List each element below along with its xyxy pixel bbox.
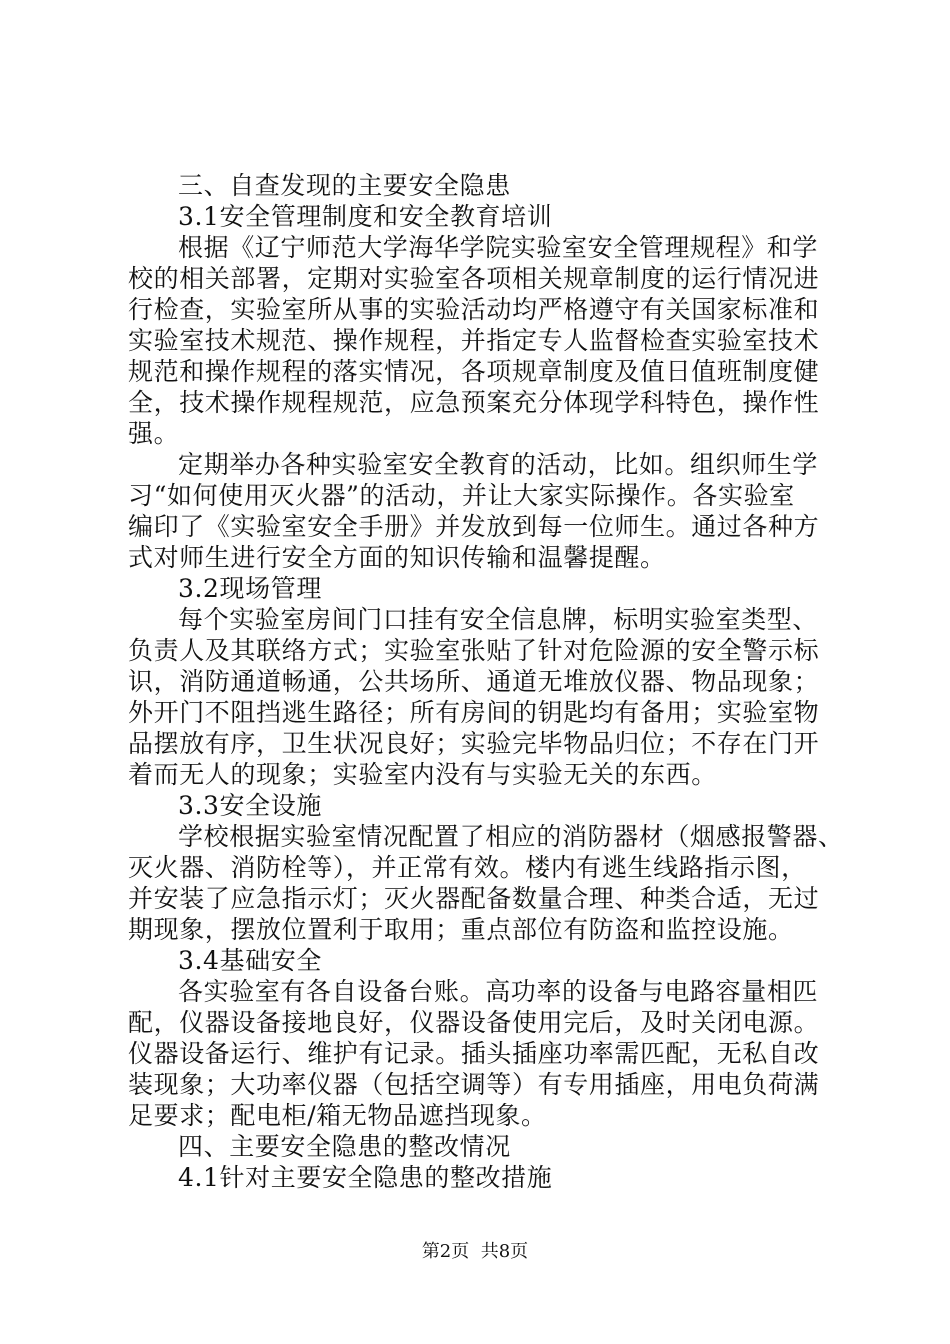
paragraph-line: 行检查，实验室所从事的实验活动均严格遵守有关国家标准和	[128, 295, 820, 324]
paragraph-line: 灭火器、消防栓等），并正常有效。楼内有逃生线路指示图，	[128, 853, 807, 882]
body-paragraph	[128, 976, 838, 1131]
page-footer: 第2页 共8页	[421, 1241, 529, 1262]
body-paragraph	[128, 604, 838, 790]
body-paragraph	[128, 449, 838, 573]
section-heading: 3.4基础安全	[178, 946, 322, 975]
paragraph-line: 品摆放有序，卫生状况良好；实验完毕物品归位；不存在门开	[128, 729, 820, 758]
section-heading: 3.3安全设施	[178, 791, 322, 820]
body-paragraph	[128, 821, 844, 945]
paragraph-line: 着而无人的现象；实验室内没有与实验无关的东西。	[128, 760, 717, 789]
paragraph-line: 外开门不阻挡逃生路径；所有房间的钥匙均有备用；实验室物	[128, 698, 820, 727]
paragraph-line: 装现象；大功率仪器（包括空调等）有专用插座，用电负荷满	[128, 1070, 820, 1099]
body-paragraph	[128, 232, 838, 449]
section-heading: 3.1安全管理制度和安全教育培训	[178, 202, 553, 231]
paragraph-line: 根据《辽宁师范大学海华学院实验室安全管理规程》和学	[178, 233, 819, 262]
paragraph-line: 式对师生进行安全方面的知识传输和温馨提醒。	[128, 543, 666, 572]
section-heading: 四、主要安全隐患的整改情况	[178, 1132, 511, 1161]
paragraph-line: 每个实验室房间门口挂有安全信息牌，标明实验室类型、	[178, 605, 819, 634]
paragraph-line: 校的相关部署，定期对实验室各项相关规章制度的运行情况进	[128, 264, 820, 293]
paragraph-line: 实验室技术规范、操作规程，并指定专人监督检查实验室技术	[128, 326, 820, 355]
section-heading: 4.1针对主要安全隐患的整改措施	[178, 1163, 553, 1192]
section-heading: 3.2现场管理	[178, 574, 322, 603]
paragraph-line: 强。	[128, 419, 180, 448]
section-heading: 三、自查发现的主要安全隐患	[178, 171, 511, 200]
paragraph-line: 并安装了应急指示灯；灭火器配备数量合理、种类合适，无过	[128, 884, 820, 913]
paragraph-line: 配，仪器设备接地良好，仪器设备使用完后，及时关闭电源。	[128, 1008, 820, 1037]
paragraph-line: 足要求；配电柜/箱无物品遮挡现象。	[128, 1101, 547, 1130]
paragraph-line: 期现象，摆放位置利于取用；重点部位有防盗和监控设施。	[128, 915, 794, 944]
paragraph-line: 各实验室有各自设备台账。高功率的设备与电路容量相匹	[178, 977, 819, 1006]
paragraph-line: 规范和操作规程的落实情况，各项规章制度及值日值班制度健	[128, 357, 820, 386]
paragraph-line: 编印了《实验室安全手册》并发放到每一位师生。通过各种方	[128, 512, 820, 541]
document-body	[128, 170, 844, 1193]
paragraph-line: 定期举办各种实验室安全教育的活动，比如。组织师生学	[178, 450, 819, 479]
paragraph-line: 识，消防通道畅通，公共场所、通道无堆放仪器、物品现象；	[128, 667, 820, 696]
paragraph-line: 全，技术操作规程规范，应急预案充分体现学科特色，操作性	[128, 388, 820, 417]
paragraph-line: 负责人及其联络方式；实验室张贴了针对危险源的安全警示标	[128, 636, 820, 665]
paragraph-line: 学校根据实验室情况配置了相应的消防器材（烟感报警器、	[178, 822, 844, 851]
paragraph-line: 习“如何使用灭火器”的活动，并让大家实际操作。各实验室	[128, 481, 795, 510]
paragraph-line: 仪器设备运行、维护有记录。插头插座功率需匹配，无私自改	[128, 1039, 820, 1068]
